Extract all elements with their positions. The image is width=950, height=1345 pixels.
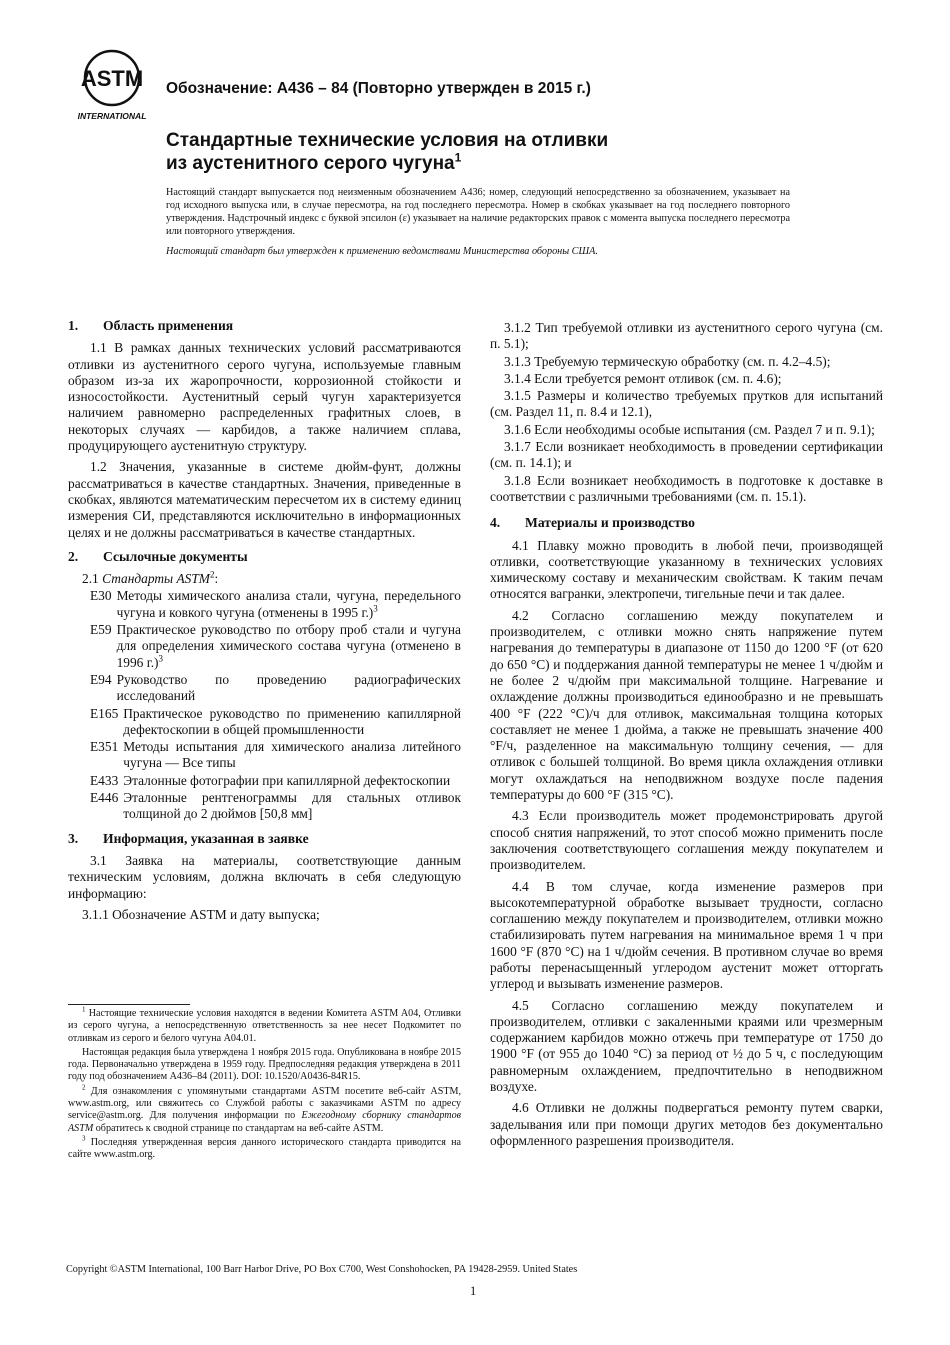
- logo-subtext: INTERNATIONAL: [77, 111, 147, 121]
- para-4-1: 4.1 Плавку можно проводить в любой печи, производящей отливки, соответствующие указанному в технических условиях химическому составу и механическим свойствам. К таким печам относятся вагранки, электропечи, тигельные печи и так далее.: [490, 537, 883, 602]
- item-3-1-3: 3.1.3 Требуемую термическую обработку (см. п. 4.2–4.5);: [504, 353, 831, 369]
- para-1-1: 1.1 В рамках данных технических условий рассматриваются отливки из аустенитного серого чугуна, используемые главным образом из-за их жаропрочности, коррозионной стойкости и износостойкости. Аустенитный серый чугун характеризуется наличием равномерно распределенных графитных слоев, в некоторых случаях — карбидов, а также наличием сплава, продуцирующего аустенитную структуру.: [68, 340, 461, 454]
- reference-item: [68, 588, 461, 621]
- item-3-1-5: 3.1.5 Размеры и количество требуемых прутков для испытаний (см. Раздел 11, п. 8.4 и 12.1),: [490, 388, 883, 420]
- item-3-1-1: 3.1.1 Обозначение ASTM и дату выпуска;: [82, 906, 320, 922]
- section-4-heading: 4. Материалы и производство: [490, 515, 695, 531]
- reference-code: E165: [90, 705, 119, 721]
- reference-title: Эталонные рентгенограммы для стальных отливок толщиной до 2 дюймов [50,8 мм]: [123, 790, 461, 822]
- para-4-6: 4.6 Отливки не должны подвергаться ремонту путем сварки, заделывания или при помощи других методов без документально оформленного разрешения производителя.: [490, 1100, 883, 1148]
- right-column: [490, 320, 883, 1154]
- reference-item: [68, 706, 461, 739]
- para-4-3: 4.3 Если производитель может продемонстрировать другой способ снятия напряжений, то этот способ можно применить после заключения соответствующего соглашения между покупателем и производителем.: [490, 808, 883, 873]
- reference-item: [68, 773, 461, 789]
- para-4-2: 4.2 Согласно соглашению между покупателем и производителем, с отливки можно снять напряжение путем нагревания до температуры в диапазоне от 1150 до 1200 °F (от 620 до 650 °C) и поддержания данной температуры не менее 1 ч/дюйм и не более 2 ч/дюйм при максимальной толщине. Нагревание и охлаждение должны производиться единообразно и не превышать 400 °F (222 °C)/ч для отливок, максимальная толщина которых составляет не менее 1 дюйма, а также не превышать значение 400 °F/ч, разделенное на максимальную толщину сечения, — для отливок с большей толщиной. Во время цикла охлаждения отливки могут охлаждаться на неподвижном воздухе после падения температуры до 600 °F (315 °C).: [490, 607, 883, 803]
- reference-item: [68, 672, 461, 705]
- intro-para-1: Настоящий стандарт выпускается под неизменным обозначением A436; номер, следующий непосредственно за обозначением, указывает на год исходного выпуска или, в случае пересмотра, на год последнего пересмотра. Номер в скобках указывает на год последнего повторного утверждения. Надстрочный индекс с буквой эпсилон (ε) указывает на наличие редакторских правок с момента выпуска последнего пересмотра или повторного утверждения.: [166, 187, 790, 237]
- designation: Обозначение: A436 – 84 (Повторно утвержден в 2015 г.): [166, 80, 591, 97]
- reference-title: Руководство по проведению радиографических исследований: [116, 671, 461, 704]
- para-4-5: 4.5 Согласно соглашению между покупателем и производителем, отливки с закаленными краями или чрезмерным содержанием карбидов можно отжечь при температуре от 1750 до 1900 °F (от 955 до 1040 °C) за период от ½ до 5 ч, с последующим равномерным охлаждением, предпочтительно в неподвижном воздухе.: [490, 997, 883, 1095]
- section-3-heading: 3. Информация, указанная в заявке: [68, 830, 309, 846]
- intro-para-2: Настоящий стандарт был утвержден к применению ведомствами Министерства обороны США.: [166, 246, 598, 257]
- reference-code: E433: [90, 772, 119, 788]
- reference-item: [68, 739, 461, 772]
- item-3-1-8: 3.1.8 Если возникает необходимость в подготовке к доставке в соответствии с различными требованиями (см. п. 15.1).: [490, 472, 883, 504]
- footnote-2: $^2$ Для ознакомления с упомянутыми стандартами ASTM посетите веб-сайт ASTM, www.astm.org, или свяжитесь со Службой работы с заказчиками ASTM по адресу service@astm.org. Для получения информации по Ежегодному сборнику стандартов ASTM обратитесь к сводной странице по стандартам на веб-сайте ASTM.: [68, 1083, 462, 1134]
- reference-code: E30: [90, 588, 112, 604]
- page-number: 1: [470, 1284, 477, 1298]
- footnote-rule: [68, 1004, 190, 1005]
- reference-code: E59: [90, 622, 112, 638]
- reference-list: [68, 588, 461, 822]
- para-2-1: 2.1 Стандарты ASTM$^2$:: [82, 569, 219, 587]
- footnotes: [68, 1005, 462, 1164]
- section-1-heading: 1. Область применения: [68, 318, 234, 333]
- logo-text: ASTM: [80, 66, 144, 91]
- reference-item: [68, 622, 461, 671]
- left-column: [68, 318, 461, 924]
- item-3-1-4: 3.1.4 Если требуется ремонт отливок (см. п. 4.6);: [504, 370, 782, 386]
- reference-title: Практическое руководство по отбору проб стали и чугуна для определения химического состава чугуна (отменено в 1996 г.)$^3$: [116, 622, 461, 670]
- reference-code: E446: [90, 790, 119, 806]
- intro-notes: [166, 186, 790, 265]
- title-line-1: Стандартные технические условия на отливки: [166, 130, 609, 151]
- title-footnote-mark: 1: [454, 150, 462, 165]
- copyright: Copyright ©ASTM International, 100 Barr Harbor Drive, PO Box C700, West Conshohocken, PA 19428-2959. United States: [66, 1264, 578, 1275]
- reference-title: Эталонные фотографии при капиллярной дефектоскопии: [123, 772, 451, 788]
- footnote-1: $^1$ Настоящие технические условия находятся в ведении Комитета ASTM A04, Отливки из серого чугуна, а непосредственную ответственность за нее несет Подкомитет по отливкам из серого и белого чугуна A04.01.: [68, 1005, 461, 1044]
- para-3-1: 3.1 Заявка на материалы, соответствующие данным техническим условиям, должна включать в себя следующую информацию:: [68, 852, 461, 901]
- item-3-1-7: 3.1.7 Если возникает необходимость в проведении сертификации (см. п. 14.1); и: [490, 439, 883, 471]
- document-title: [166, 129, 608, 175]
- item-3-1-2: 3.1.2 Тип требуемой отливки из аустенитного серого чугуна (см. п. 5.1);: [490, 320, 883, 352]
- section-2-heading: 2. Ссылочные документы: [68, 548, 248, 564]
- reference-item: [68, 790, 461, 823]
- astm-logo: [66, 44, 158, 122]
- title-line-2: из аустенитного серого чугуна: [166, 153, 455, 174]
- reference-title: Методы испытания для химического анализа литейного чугуна — Все типы: [123, 739, 461, 771]
- reference-title: Методы химического анализа стали, чугуна, передельного чугуна и ковкого чугуна (отменены в 1995 г.)$^3$: [116, 588, 461, 620]
- para-4-4: 4.4 В том случае, когда изменение размеров при высокотемпературной обработке вызывает трудности, согласно соглашению между покупателем и производителем, отливки можно стабилизировать путем нагревания на минимальное время 1 ч при 1600 °F (870 °C) на 1 ч/дюйм сечения. В противном случае во время работы перенасыщенный углеродом аустенит может отторгать углерод и вызывать изменение размеров.: [490, 878, 883, 992]
- reference-code: E94: [90, 671, 112, 687]
- para-1-2: 1.2 Значения, указанные в системе дюйм-фунт, должны рассматриваться в качестве стандартных. Значения, приведенные в скобках, являются математическим пересчетом их в систему единиц измерения СИ, представляются исключительно в информационных целях и не должны рассматриваться в качестве стандартных.: [68, 459, 461, 540]
- item-3-1-6: 3.1.6 Если необходимы особые испытания (см. Раздел 7 и п. 9.1);: [504, 421, 875, 437]
- reference-title: Практическое руководство по применению капиллярной дефектоскопии в общей промышленности: [123, 705, 461, 737]
- footnote-1b: Настоящая редакция была утверждена 1 ноября 2015 года. Опубликована в ноябре 2015 года. Первоначально утверждена в 1959 году. Предпоследняя редакция утверждена в 2011 году под обозначением A436–84 (2011). DOI: 10.1520/A0436-84R15.: [68, 1046, 461, 1083]
- reference-code: E351: [90, 739, 119, 755]
- footnote-3: $^3$ Последняя утвержденная версия данного исторического стандарта приводится на сайте www.astm.org.: [68, 1134, 461, 1161]
